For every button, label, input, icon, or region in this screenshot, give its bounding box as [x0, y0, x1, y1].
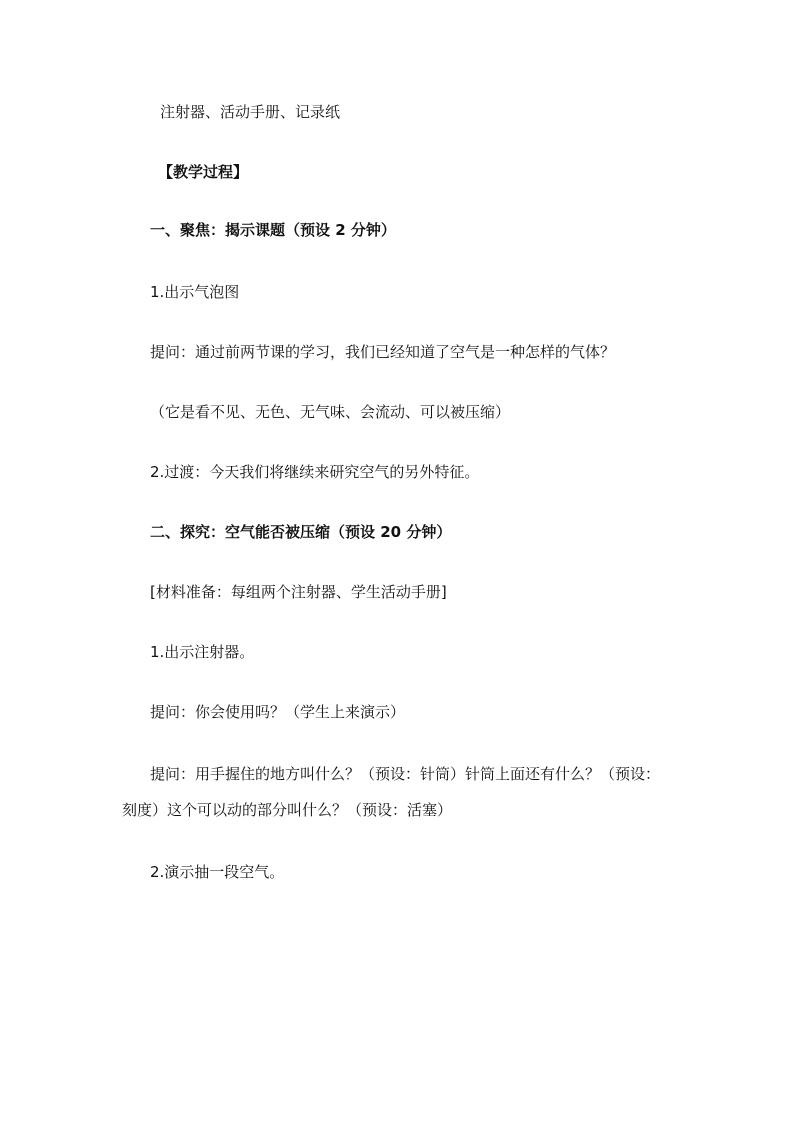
question-syringe-parts: 提问：用手握住的地方叫什么？（预设：针筒）针筒上面还有什么？（预设：刻度）这个可以动的部分叫什么？（预设：活塞） — [122, 765, 661, 819]
answer-air-properties: （它是看不见、无色、无气味、会流动、可以被压缩） — [150, 403, 511, 421]
section-heading-teaching-process: 【教学过程】 — [158, 163, 249, 181]
section-heading-explore: 二、探究：空气能否被压缩（预设 20 分钟） — [150, 523, 452, 541]
step-show-bubble-chart: 1.出示气泡图 — [150, 283, 240, 301]
step-transition: 2.过渡：今天我们将继续来研究空气的另外特征。 — [150, 463, 480, 481]
step-show-syringe: 1.出示注射器。 — [150, 643, 255, 661]
materials-list: 注射器、活动手册、记录纸 — [160, 103, 341, 121]
materials-preparation: [材料准备：每组两个注射器、学生活动手册] — [150, 583, 447, 601]
question-use-syringe: 提问：你会使用吗？（学生上来演示） — [150, 703, 406, 721]
step-demonstrate-air: 2.演示抽一段空气。 — [150, 863, 285, 881]
question-air-properties: 提问：通过前两节课的学习，我们已经知道了空气是一种怎样的气体？ — [150, 343, 616, 361]
section-heading-focus: 一、聚焦：揭示课题（预设 2 分钟） — [150, 221, 396, 239]
